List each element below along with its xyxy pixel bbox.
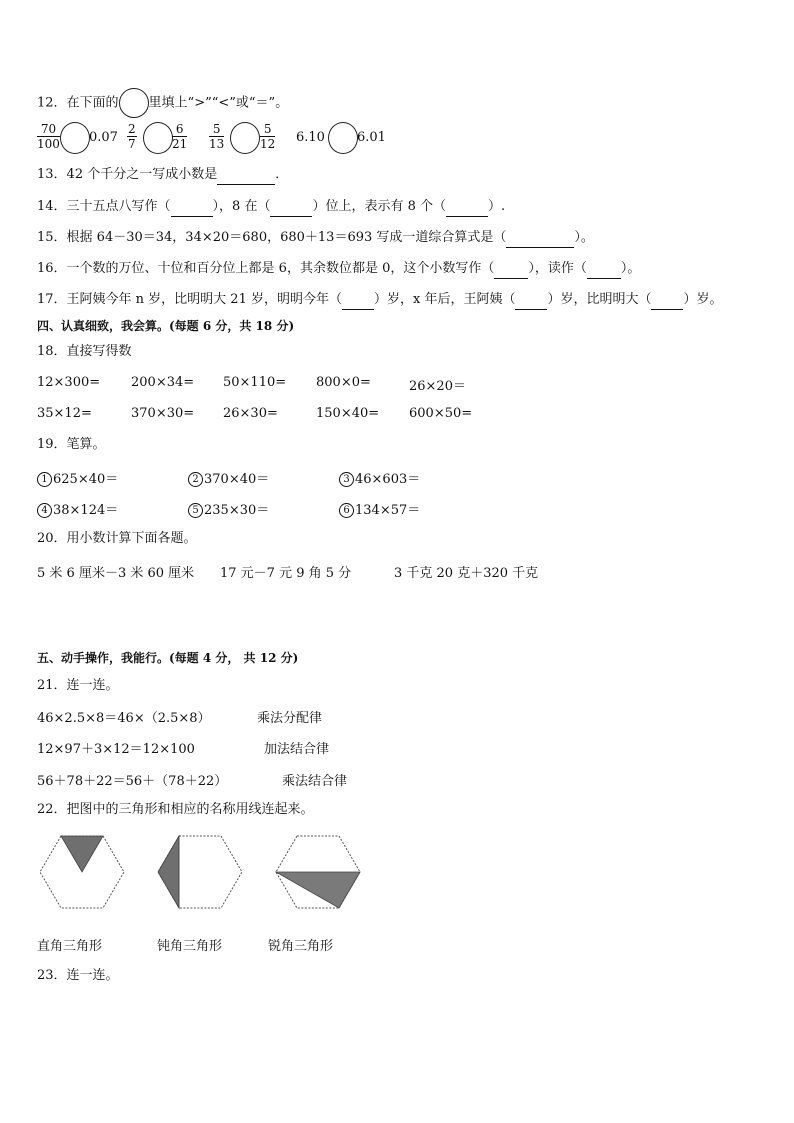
written-calc-item: [188, 499, 269, 518]
q20-title: 20．用小数计算下面各题。: [37, 531, 197, 546]
decimal-calc-item: 3 千克 20 克＋320 千克: [394, 566, 539, 581]
numerator: 70: [37, 122, 60, 137]
denominator: 7: [128, 137, 136, 151]
denominator: 12: [260, 137, 276, 151]
shaded-triangle: [158, 836, 179, 908]
q15-line: [37, 229, 594, 248]
triangle-label: 钝角三角形: [157, 939, 223, 954]
law-label: 加法结合律: [264, 742, 330, 757]
q23-title: 23．连一连。: [37, 968, 119, 983]
section-5-heading: 五、动手操作，我能行。(每题 4 分， 共 12 分): [37, 651, 299, 665]
q16-text-b: ），读作（: [528, 261, 587, 276]
q12-prefix: 12．在下面的: [37, 95, 119, 111]
answer-blank[interactable]: [217, 166, 275, 185]
answer-circle[interactable]: [143, 122, 173, 154]
q14-text-c: ）位上，表示有 8 个（: [312, 199, 446, 214]
hexagon-figure-3: [274, 832, 364, 912]
q13-text: 13．42 个千分之一写成小数是: [37, 167, 218, 182]
q15-text-a: 15．根据 64－30＝34，34×20＝680，680＋13＝693 写成一道综合算式是（: [37, 230, 507, 245]
circled-number-icon: 1: [37, 472, 52, 487]
q17-text-d: ）岁。: [683, 292, 723, 307]
fraction-5-13: [209, 122, 224, 151]
decimal-calc-item: 5 米 6 厘米－3 米 60 厘米: [37, 566, 195, 581]
numerator: 5: [260, 122, 275, 137]
denominator: 13: [209, 137, 225, 151]
answer-circle[interactable]: [328, 122, 358, 154]
fraction-6-21: [172, 122, 187, 151]
answer-blank[interactable]: [515, 291, 547, 310]
expression-left: 12×97＋3×12＝12×100: [37, 742, 195, 757]
calc-item: 26×30=: [223, 406, 278, 421]
circled-number-icon: 5: [188, 503, 203, 518]
q14-text-a: 14．三十五点八写作（: [37, 199, 171, 214]
circled-number-icon: 4: [37, 503, 52, 518]
calc-item: 150×40=: [316, 406, 380, 421]
triangle-label: 直角三角形: [37, 939, 103, 954]
answer-blank[interactable]: [446, 198, 488, 217]
q21-title: 21．连一连。: [37, 678, 119, 693]
q14-text-b: ），8 在（: [212, 199, 271, 214]
q17-text-b: ）岁，x 年后，王阿姨（: [374, 292, 516, 307]
expression: 370×40＝: [204, 472, 270, 487]
numerator: 2: [128, 122, 136, 136]
answer-blank[interactable]: [494, 260, 528, 279]
answer-blank[interactable]: [270, 198, 312, 217]
value-6-10: 6.10: [296, 130, 325, 145]
calc-item: 370×30=: [131, 406, 195, 421]
q14-line: [37, 198, 505, 217]
hexagon-figure-2: [156, 832, 246, 912]
q12-line: [37, 88, 288, 118]
expression: 134×57＝: [355, 503, 421, 518]
q18-title: 18．直接写得数: [37, 344, 132, 359]
written-calc-item: [188, 468, 269, 487]
q17-line: [37, 291, 723, 310]
triangle-label: 锐角三角形: [268, 939, 334, 954]
calc-item: 12×300=: [37, 375, 101, 390]
q17-text-c: ）岁，比明明大（: [547, 292, 652, 307]
answer-circle[interactable]: [60, 122, 90, 154]
q14-text-d: ）.: [488, 199, 506, 214]
q19-title: 19．笔算。: [37, 437, 106, 452]
denominator: 21: [172, 137, 188, 151]
value-6-01: 6.01: [357, 130, 386, 145]
answer-blank[interactable]: [342, 291, 374, 310]
written-calc-item: [339, 468, 420, 487]
expression: 46×603＝: [355, 472, 421, 487]
hexagon-figure-1: [38, 832, 128, 912]
section-4-heading: 四、认真细致，我会算。(每题 6 分，共 18 分): [37, 319, 295, 333]
expression: 235×30＝: [204, 503, 270, 518]
expression: 625×40＝: [53, 472, 119, 487]
fraction-5-12: [260, 122, 275, 151]
calc-item: 35×12=: [37, 406, 92, 421]
calc-item: 200×34=: [131, 375, 195, 390]
q15-text-b: ）。: [574, 230, 594, 245]
calc-item: 26×20＝: [409, 379, 466, 394]
answer-blank[interactable]: [506, 229, 574, 248]
numerator: 5: [209, 122, 224, 137]
answer-blank[interactable]: [651, 291, 683, 310]
comparison-circle-icon: [119, 88, 149, 118]
q13-line: [37, 166, 288, 185]
fraction-2-7: [127, 122, 137, 151]
q22-title: 22．把图中的三角形和相应的名称用线连起来。: [37, 802, 314, 817]
circled-number-icon: 6: [339, 503, 354, 518]
answer-blank[interactable]: [171, 198, 213, 217]
written-calc-item: [37, 468, 118, 487]
calc-item: 600×50=: [409, 406, 473, 421]
decimal-calc-item: 17 元－7 元 9 角 5 分: [220, 566, 352, 581]
q16-line: [37, 260, 640, 279]
answer-blank[interactable]: [587, 260, 621, 279]
q16-text-c: ）。: [620, 261, 641, 276]
circled-number-icon: 3: [339, 472, 354, 487]
expression-left: 46×2.5×8＝46×（2.5×8）: [37, 711, 211, 726]
law-label: 乘法分配律: [257, 711, 323, 726]
law-label: 乘法结合律: [282, 774, 348, 789]
calc-item: 50×110=: [223, 375, 287, 390]
answer-circle[interactable]: [230, 122, 260, 154]
q13-tail: ．: [275, 167, 289, 182]
expression: 38×124＝: [53, 503, 119, 518]
denominator: 100: [37, 137, 60, 151]
written-calc-item: [339, 499, 420, 518]
expression-left: 56＋78＋22＝56＋（78＋22）: [37, 774, 228, 789]
fraction-70-100: [37, 122, 60, 151]
circled-number-icon: 2: [188, 472, 203, 487]
q12-suffix: 里填上“>”“<”或“＝”。: [148, 95, 289, 111]
calc-item: 800×0=: [316, 375, 371, 390]
q17-text-a: 17．王阿姨今年 n 岁，比明明大 21 岁，明明今年（: [37, 292, 342, 307]
q16-text-a: 16．一个数的万位、十位和百分位上都是 6，其余数位都是 0，这个小数写作（: [37, 261, 495, 276]
value-0-07: 0.07: [89, 130, 118, 145]
numerator: 6: [172, 122, 187, 137]
written-calc-item: [37, 499, 118, 518]
